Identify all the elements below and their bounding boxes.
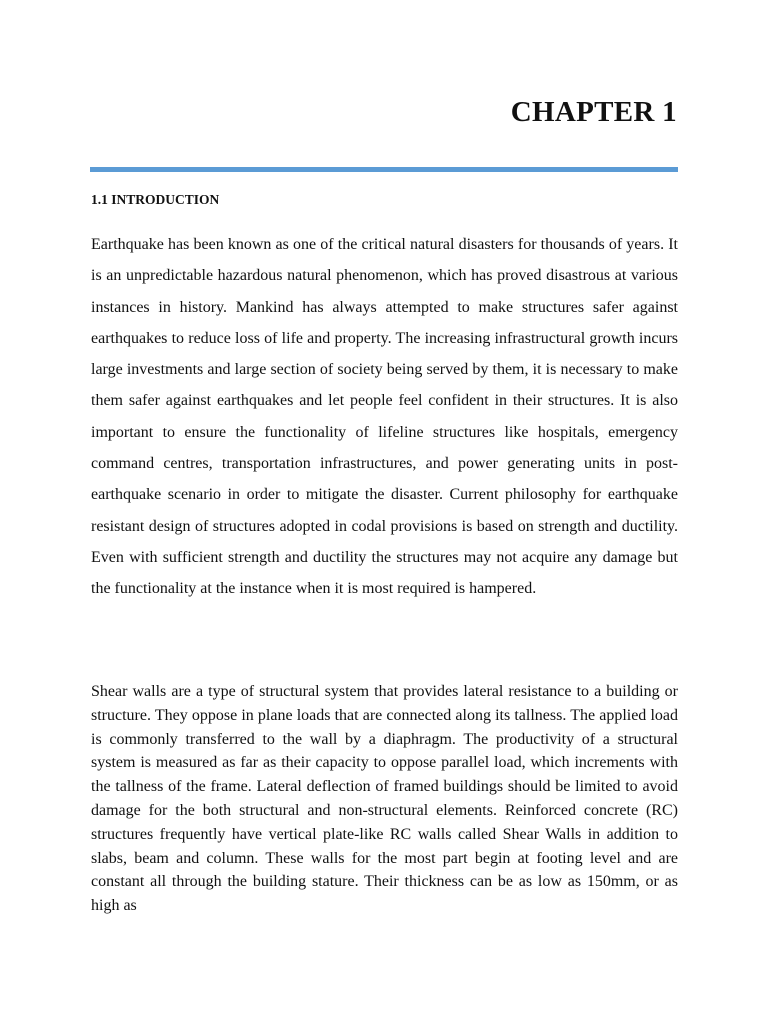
chapter-title: CHAPTER 1 bbox=[510, 96, 677, 128]
section-heading: 1.1 INTRODUCTION bbox=[91, 192, 220, 207]
title-divider bbox=[90, 167, 678, 172]
body-paragraph-2: Shear walls are a type of structural system that provides lateral resistance to a building or structure. They oppose in plane loads that are connected along its tallness. The applied load is commonly transferred to the wall by a diaphragm. The productivity of a structural system is measured as far as their capacity to oppose parallel load, which increments with the tallness of the frame. Lateral deflection of framed buildings should be limited to avoid damage for the both structural and non-structural elements. Reinforced concrete (RC) structures frequently have vertical plate-like RC walls called Shear Walls in addition to slabs, beam and column. These walls for the most part begin at footing level and are constant all through the building stature. Their thickness can be as low as 150mm, or as high as bbox=[91, 683, 678, 915]
body-paragraph-1: Earthquake has been known as one of the critical natural disasters for thousands of years. It is an unpredictable hazardous natural phenomenon, which has proved disastrous at various instances in history. Mankind has always attempted to make structures safer against earthquakes to reduce loss of life and property. The increasing infrastructural growth incurs large investments and large section of society being served by them, it is necessary to make them safer against earthquakes and let people feel confident in their structures. It is also important to ensure the functionality of lifeline structures like hospitals, emergency command centres, transportation infrastructures, and power generating units in post-earthquake scenario in order to mitigate the disaster. Current philosophy for earthquake resistant design of structures adopted in codal provisions is based on strength and ductility. Even with sufficient strength and ductility the structures may not acquire any damage but the functionality at the instance when it is most required is hampered. bbox=[91, 236, 678, 598]
